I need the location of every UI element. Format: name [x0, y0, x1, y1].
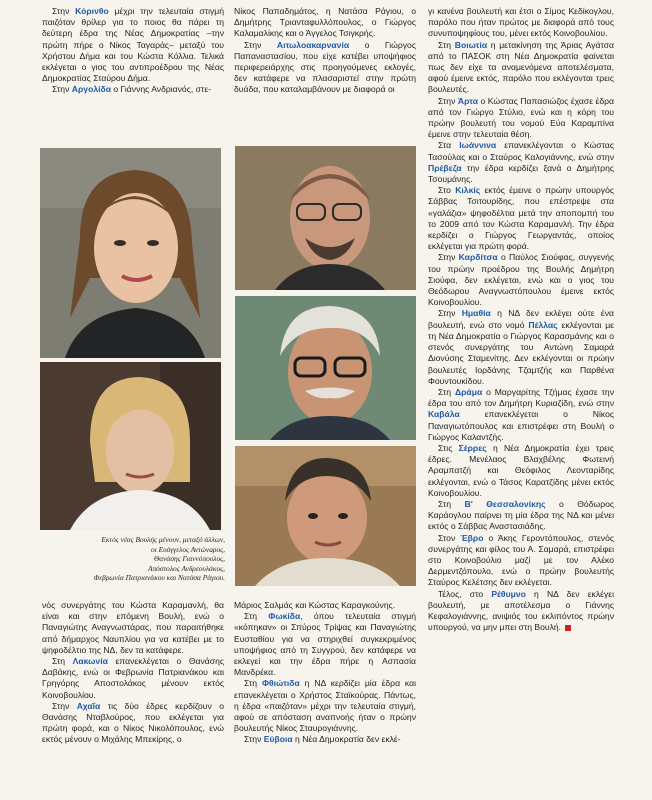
paragraph-text: ο Θόδωρος Καράογλου παίρνει τη μία έδρα της ΝΔ και μένει εκτός ο Σάββας Αναστασιάδης.: [428, 498, 615, 532]
paragraph-text: Στην: [52, 700, 77, 711]
article-paragraph: [428, 40, 614, 96]
article-paragraph: [428, 140, 614, 185]
portrait-photo-man-3: [235, 446, 416, 586]
article-paragraph: [428, 308, 614, 386]
article-paragraph: [234, 611, 416, 678]
article-paragraph: [42, 656, 224, 701]
portrait-photo-woman-2: [40, 362, 221, 530]
place-name-highlight: Καρδίτσα: [458, 252, 498, 263]
caption-line: Απόστολος Ανδρεουλάκος,: [147, 563, 225, 573]
place-name-highlight: Δράμα: [454, 386, 483, 397]
place-name-highlight: Ρέθυμνο: [491, 588, 526, 599]
paragraph-text: Στην: [438, 252, 459, 263]
paragraph-text: ο Παύλος Σιούφας, συγγενής του πρώην προέδρου της Βουλής Δημήτρη Σιούφα, δεν εκλέγεται, ενώ και ο γιος του Θεόδωρου Αναγνωστόπουλου έμεινε εκτός Κοινοβουλίου.: [428, 252, 614, 308]
article-column-top-1: [42, 6, 224, 96]
article-column-bottom-2: [234, 600, 416, 746]
article-column-right: [428, 6, 614, 633]
paragraph-text: εκλέγονται με τη Νέα Δημοκρατία ο Γιώργος Καρασμάνης και ο στενός συνεργάτης του Αντώνη Σαμαρά Διονύσης Σταμενίτης. Δεν εκλέγονται οι πρώην βουλευτές Ιορδάνης Τζαμτζής και Παρθένα Φουντουκίδου.: [428, 319, 614, 386]
paragraph-text: η Νέα Δημοκρατία έχει τρεις έδρες. Μενέλαος Βλαχβέλης Φωτεινή Αραμπατζή και Θεόφιλος Λεονταρίδης εκλέγονται, ενώ ο Τάσος Καρατζίδης μένει εκτός Κοινοβουλίου.: [428, 442, 614, 498]
paragraph-text: η ΝΔ δεν εκλέγει ούτε ένα βουλευτή, ενώ στο νομό: [428, 308, 614, 330]
paragraph-text: Στη: [438, 39, 455, 50]
article-paragraph: [234, 734, 416, 745]
portrait-photo-man-2: [235, 296, 416, 440]
article-paragraph: [234, 40, 416, 96]
paragraph-text: ο Γιάννης Ανδριανός, στε-: [110, 84, 212, 95]
place-name-highlight: Ημαθία: [461, 308, 491, 319]
paragraph-text: η Νέα Δημοκρατία δεν εκλέ-: [292, 734, 401, 745]
paragraph-text: εκτός έμεινε ο πρώην υπουργός Σάββας Τσιτουρίδης, που επέστρεψε στα «γαλάζια» ψηφοδέλτια μετά την αποπομπή του το 2009 από τον Κώστα Καραμανλή. Την έδρα κερδίζει ο Γιώργος Γεωργαντάς, οποίος εκλέγεται για πρώτη φορά.: [428, 185, 615, 252]
paragraph-text: ο Μαργαρίτης Τζήμας έχασε την έδρα του από τον Δημήτρη Κυριαζίδη, ενώ στην: [428, 386, 614, 409]
article-column-bottom-1: [42, 600, 224, 746]
paragraph-text: Στην: [52, 6, 76, 16]
place-name-highlight: Β' Θεσσαλονίκης: [464, 498, 546, 509]
paragraph-text: ο Γιώργος Παπαναστασίου, που είχε κατέβει υποψήφιος περιφερειάρχης στις προηγούμενες εκλογές, δεν κατάφερε να πλασαριστεί στην πρώτη δυάδα, που καταλαμβάνουν με διαφορά οι: [234, 39, 416, 95]
article-paragraph: [428, 96, 614, 141]
paragraph-text: Νίκος Παπαδημάτος, η Νατάσα Ράγιου, ο Δημήτρης Τριανταφυλλόπουλος, ο Γιώργος Καλαμαλίκης και ο Άγγελος Τσιγκρής.: [234, 6, 416, 39]
article-paragraph: [234, 678, 416, 734]
article-column-top-2: [234, 6, 416, 96]
caption-line: Φεβρωνία Πατριανάκου και Νατάσα Ράγιου.: [93, 573, 225, 583]
article-paragraph: [42, 701, 224, 746]
place-name-highlight: Λακωνία: [72, 656, 108, 667]
article-paragraph: [42, 600, 224, 656]
place-name-highlight: Σέρρες: [458, 442, 487, 453]
place-name-highlight: Έβρο: [460, 532, 484, 543]
paragraph-text: Στη: [244, 678, 262, 689]
place-name-highlight: Κιλκίς: [455, 185, 481, 196]
paragraph-text: Στη: [244, 611, 269, 622]
paragraph-text: επανεκλέγεται ο Θανάσης Δαβάκης, ενώ οι Φεβρωνία Πατριανάκου και Γρηγόρης Αποστολάκος μένουν εκτός Κοινοβουλίου.: [42, 656, 224, 700]
paragraph-text: τις δύο έδρες κερδίζουν ο Θανάσης Νταβλούρος, που εκλέγεται για πρώτη φορά, και ο Νίκος Νικολόπουλος, ενώ εκτός μένουν ο Μιχάλης Μπεκίρης, ο: [42, 700, 224, 745]
paragraph-text: , όπου τελευταία στιγμή «κόπηκαν» οι Σπύρος Τρίψας και Παναγιώτης Ευσταθίου για να στηριχθεί συγκεκριμένος υποψήφιος από τη Συγγρού, δεν κατάφερε να εκλεγεί και την έδρα πήρε η Ασπασία Μανδρέκα.: [234, 611, 416, 678]
caption-line: Εκτός νέας Βουλής μένουν, μεταξύ άλλων,: [101, 535, 225, 544]
article-paragraph: [234, 6, 416, 40]
article-paragraph: [428, 6, 614, 40]
place-name-highlight: Φωκίδα: [268, 611, 301, 622]
caption-line: οι Ευάγγελος Αντώνaρος,: [151, 544, 225, 554]
portrait-photo-man-1: [235, 146, 416, 290]
article-paragraph: [428, 387, 614, 443]
place-name-highlight: Κόρινθο: [75, 6, 109, 16]
place-name-highlight: Βοιωτία: [454, 39, 488, 50]
article-paragraph: [234, 600, 416, 611]
place-name-highlight: Άρτα: [457, 95, 479, 106]
paragraph-text: Μάριος Σαλμάς και Κώστας Καραγκούνης.: [234, 600, 396, 610]
article-paragraph: [42, 6, 224, 84]
place-name-highlight: Πέλλας: [528, 319, 558, 330]
paragraph-text: επανεκλέγονται ο Κώστας Τασούλας και ο Σταύρος Καλογιάννης, ενώ στην: [428, 140, 614, 162]
place-name-highlight: Φθιώτιδα: [261, 678, 300, 689]
paragraph-text: η μετακίνηση της Άριας Αγάτσα από το ΠΑΣΟΚ στη Νέα Δημοκρατία φαίνεται πως δεν είχε τα αναμενόμενα αποτελέσματα, αφού έμεινε εκτός, παρόλο που εκλέγονται τρεις βουλευτές.: [428, 39, 614, 95]
paragraph-text: η ΝΔ δεν εκλέγει βουλευτή, με αποτέλεσμα ο Γιάννης Κεφαλογιάννης, ανιψιός του εκλιπόντος πρώην υπουργού, να μην μπει στη Βουλή.: [428, 588, 614, 633]
paragraph-text: γι κανένα βουλευτή και έτσι ο Σίμος Κεδίκογλου, παρόλο που ήταν πρώτος με διαφορά από τους συνυποψηφίους του, μένει εκτός Κοινοβουλίου.: [428, 6, 614, 39]
article-paragraph: [42, 84, 224, 95]
article-end-mark: [565, 625, 571, 631]
paragraph-text: Στον: [438, 532, 461, 543]
place-name-highlight: Ιωάννινα: [459, 140, 497, 151]
paragraph-text: Στην: [52, 84, 72, 95]
paragraph-text: ο Κώστας Παπασιώζος έχασε έδρα από τον Γιώργο Στύλιο, ενώ και η κόρη του πρώην βουλευτή του νομού Εύα Καραμπίνα έμεινε στην τελευταία θέση.: [428, 95, 615, 140]
paragraph-text: επανεκλέγεται ο Νίκος Παναγιωτόπουλος και επιστρέφει στη Βουλή ο Γιώργος Καλαντζής.: [428, 409, 614, 442]
paragraph-text: Στην: [438, 308, 462, 319]
paragraph-text: Στη: [52, 656, 73, 667]
place-name-highlight: Αιτωλοακαρνανία: [276, 39, 350, 50]
paragraph-text: την έδρα κερδίζει ξανά ο Δημήτρης Τσουμάνης.: [428, 162, 614, 185]
paragraph-text: η ΝΔ κερδίζει μία έδρα και επανεκλέγεται ο Χρήστος Σταϊκούρας. Πάντως, η έδρα «παιζόταν» μέχρι την τελευταία στιγμή, αφού σε απόσταση αναπνοής ήταν ο πρώην βουλευτής Νίκος Σταυρογιάννης.: [234, 678, 416, 734]
place-name-highlight: Αχαΐα: [76, 700, 101, 711]
paragraph-text: Στις: [438, 442, 459, 453]
place-name-highlight: Καβάλα: [428, 409, 460, 420]
portrait-photo-woman-1: [40, 148, 221, 358]
paragraph-text: Στα: [438, 140, 460, 151]
article-paragraph: [428, 589, 614, 634]
paragraph-text: Στην: [244, 39, 277, 50]
caption-line: Θανάσης Γιαννόπουλος,: [153, 554, 225, 564]
article-paragraph: [428, 252, 614, 308]
paragraph-text: Στη: [438, 386, 455, 397]
paragraph-text: Στη: [438, 498, 465, 509]
paragraph-text: νός συνεργάτης του Κώστα Καραμανλή, θα είναι και στην επόμενη Βουλή, ενώ ο Παναγιώτης Αναγνωστάρας, που παραιτήθηκε από δήμαρχος Ναυπλίου για να κατέβει με το ψηφοδέλτιο της ΝΔ, δεν τα κατάφερε.: [42, 600, 224, 655]
paragraph-text: Στην: [244, 734, 264, 745]
article-paragraph: [428, 499, 614, 533]
paragraph-text: Τέλος, στο: [438, 588, 492, 599]
article-paragraph: [428, 185, 614, 252]
paragraph-text: Στην: [438, 95, 458, 106]
paragraph-text: μέχρι την τελευταία στιγμή παιζόταν θρίλερ για το ποιος θα πάρει τη δεύτερη έδρα της Νέας Δημοκρατίας –την πρώτη πήρε ο Νίκος Ταγαράς– μεταξύ του Χρήστου Δήμα και του Κώστα Κόλλια. Τελικά εκλέγεται ο γιος του αντιπροέδρου της Νέας Δημοκρατίας Σταύρου Δήμα.: [42, 6, 225, 84]
place-name-highlight: Εύβοια: [263, 734, 293, 745]
place-name-highlight: Πρέβεζα: [428, 162, 462, 173]
paragraph-text: ο Άκης Γεροντόπουλος, στενός συνεργάτης και φίλος του Α. Σαμαρά, επιστρέφει στο Κοινοβούλιο μαζί με τον Αλέκο Δερμεντζόπουλο, ενώ ο πρώην βουλευτής Σταύρος Κελέτσης δεν εκλέγεται.: [428, 532, 615, 588]
article-paragraph: [428, 443, 614, 499]
article-paragraph: [428, 533, 614, 589]
place-name-highlight: Αργολίδα: [71, 84, 111, 95]
paragraph-text: Στο: [438, 185, 456, 196]
photo-caption: [40, 535, 225, 583]
